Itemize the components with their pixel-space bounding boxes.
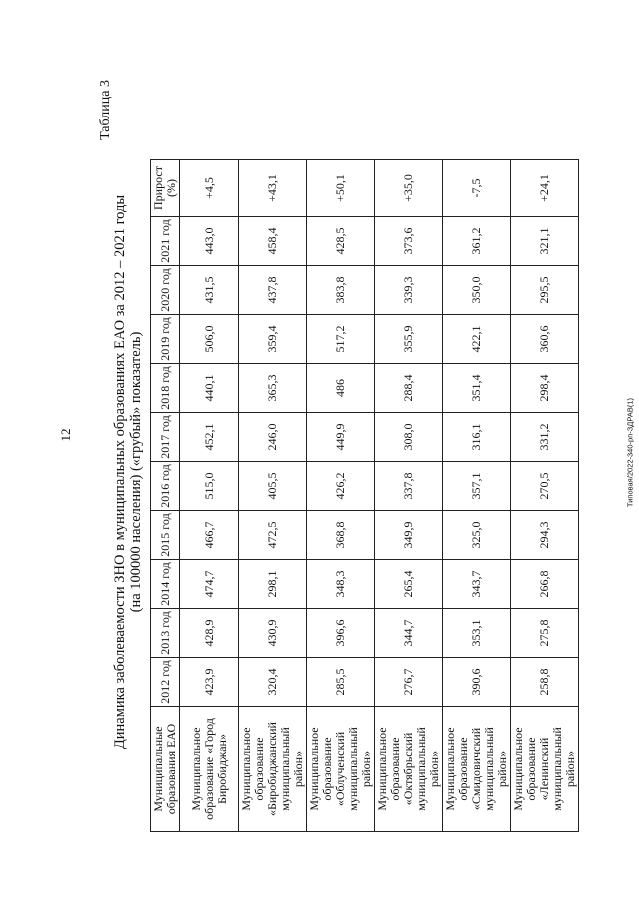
value-cell: 344,7 — [375, 609, 443, 658]
header-year: 2018 год — [151, 364, 180, 413]
value-cell: 275,8 — [511, 609, 579, 658]
table-row — [180, 160, 239, 832]
table-row — [443, 160, 511, 832]
value-cell: 276,7 — [375, 658, 443, 707]
header-year: 2017 год — [151, 413, 180, 462]
document-id: Типовая/2022-340-рп-ЗДРАВ(1) — [625, 397, 635, 508]
growth-cell: -7,5 — [443, 160, 511, 217]
value-cell: 294,3 — [511, 511, 579, 560]
municipality-name: Муниципальное образование «Облученский муниципальный район» — [307, 707, 375, 832]
value-cell: 422,1 — [443, 315, 511, 364]
table-row — [511, 160, 579, 832]
value-cell: 437,8 — [239, 266, 307, 315]
value-cell: 270,5 — [511, 462, 579, 511]
value-cell: 331,2 — [511, 413, 579, 462]
header-year: 2021 год — [151, 217, 180, 266]
table-row — [307, 160, 375, 832]
value-cell: 359,4 — [239, 315, 307, 364]
value-cell: 373,6 — [375, 217, 443, 266]
value-cell: 295,5 — [511, 266, 579, 315]
value-cell: 428,5 — [307, 217, 375, 266]
data-table — [150, 159, 579, 832]
value-cell: 390,6 — [443, 658, 511, 707]
value-cell: 353,1 — [443, 609, 511, 658]
value-cell: 298,1 — [239, 560, 307, 609]
value-cell: 431,5 — [180, 266, 239, 315]
header-year: 2013 год — [151, 609, 180, 658]
value-cell: 430,9 — [239, 609, 307, 658]
value-cell: 423,9 — [180, 658, 239, 707]
value-cell: 486 — [307, 364, 375, 413]
value-cell: 316,1 — [443, 413, 511, 462]
growth-cell: +50,1 — [307, 160, 375, 217]
value-cell: 266,8 — [511, 560, 579, 609]
value-cell: 349,9 — [375, 511, 443, 560]
table-title — [112, 72, 144, 872]
value-cell: 348,3 — [307, 560, 375, 609]
municipality-name: Муниципальное образование «Биробиджанский муниципальный район» — [239, 707, 307, 832]
value-cell: 396,6 — [307, 609, 375, 658]
value-cell: 361,2 — [443, 217, 511, 266]
value-cell: 405,5 — [239, 462, 307, 511]
municipality-name: Муниципальное образование «Ленинский муниципальный район» — [511, 707, 579, 832]
value-cell: 325,0 — [443, 511, 511, 560]
growth-cell: +4,5 — [180, 160, 239, 217]
value-cell: 428,9 — [180, 609, 239, 658]
value-cell: 517,2 — [307, 315, 375, 364]
value-cell: 308,0 — [375, 413, 443, 462]
municipality-name: Муниципальное образование «Смидовичский муниципальный район» — [443, 707, 511, 832]
title-line-1: Динамика заболеваемости ЗНО в муниципальных образованиях ЕАО за 2012 – 2021 годы — [112, 194, 128, 750]
value-cell: 466,7 — [180, 511, 239, 560]
header-growth: Прирост (%) — [151, 160, 180, 217]
value-cell: 360,6 — [511, 315, 579, 364]
value-cell: 265,4 — [375, 560, 443, 609]
value-cell: 383,8 — [307, 266, 375, 315]
growth-cell: +35,0 — [375, 160, 443, 217]
header-year: 2020 год — [151, 266, 180, 315]
header-year: 2019 год — [151, 315, 180, 364]
table-row — [239, 160, 307, 832]
value-cell: 321,1 — [511, 217, 579, 266]
page-number: 12 — [58, 428, 73, 442]
municipality-name: Муниципальное образование «Город Биробиджан» — [180, 707, 239, 832]
value-cell: 350,0 — [443, 266, 511, 315]
value-cell: 458,4 — [239, 217, 307, 266]
value-cell: 365,3 — [239, 364, 307, 413]
value-cell: 343,7 — [443, 560, 511, 609]
value-cell: 368,8 — [307, 511, 375, 560]
header-year: 2014 год — [151, 560, 180, 609]
table-label: Таблица 3 — [98, 80, 113, 140]
value-cell: 320,4 — [239, 658, 307, 707]
header-year: 2015 год — [151, 511, 180, 560]
growth-cell: +43,1 — [239, 160, 307, 217]
header-row — [151, 160, 180, 832]
value-cell: 337,8 — [375, 462, 443, 511]
value-cell: 515,0 — [180, 462, 239, 511]
value-cell: 351,4 — [443, 364, 511, 413]
value-cell: 285,5 — [307, 658, 375, 707]
value-cell: 288,4 — [375, 364, 443, 413]
value-cell: 440,1 — [180, 364, 239, 413]
value-cell: 452,1 — [180, 413, 239, 462]
table-row — [375, 160, 443, 832]
rotated-content — [96, 72, 577, 872]
title-line-2: (на 100000 населения) («грубый» показатель) — [128, 331, 144, 613]
value-cell: 339,3 — [375, 266, 443, 315]
header-year: 2012 год — [151, 658, 180, 707]
value-cell: 443,0 — [180, 217, 239, 266]
value-cell: 472,5 — [239, 511, 307, 560]
value-cell: 298,4 — [511, 364, 579, 413]
header-municipality: Муниципальные образования ЕАО — [151, 707, 180, 832]
value-cell: 355,9 — [375, 315, 443, 364]
value-cell: 426,2 — [307, 462, 375, 511]
municipality-name: Муниципальное образование «Октябрьский муниципальный район» — [375, 707, 443, 832]
value-cell: 258,8 — [511, 658, 579, 707]
value-cell: 357,1 — [443, 462, 511, 511]
value-cell: 449,9 — [307, 413, 375, 462]
growth-cell: +24,1 — [511, 160, 579, 217]
header-year: 2016 год — [151, 462, 180, 511]
value-cell: 506,0 — [180, 315, 239, 364]
value-cell: 246,0 — [239, 413, 307, 462]
value-cell: 474,7 — [180, 560, 239, 609]
